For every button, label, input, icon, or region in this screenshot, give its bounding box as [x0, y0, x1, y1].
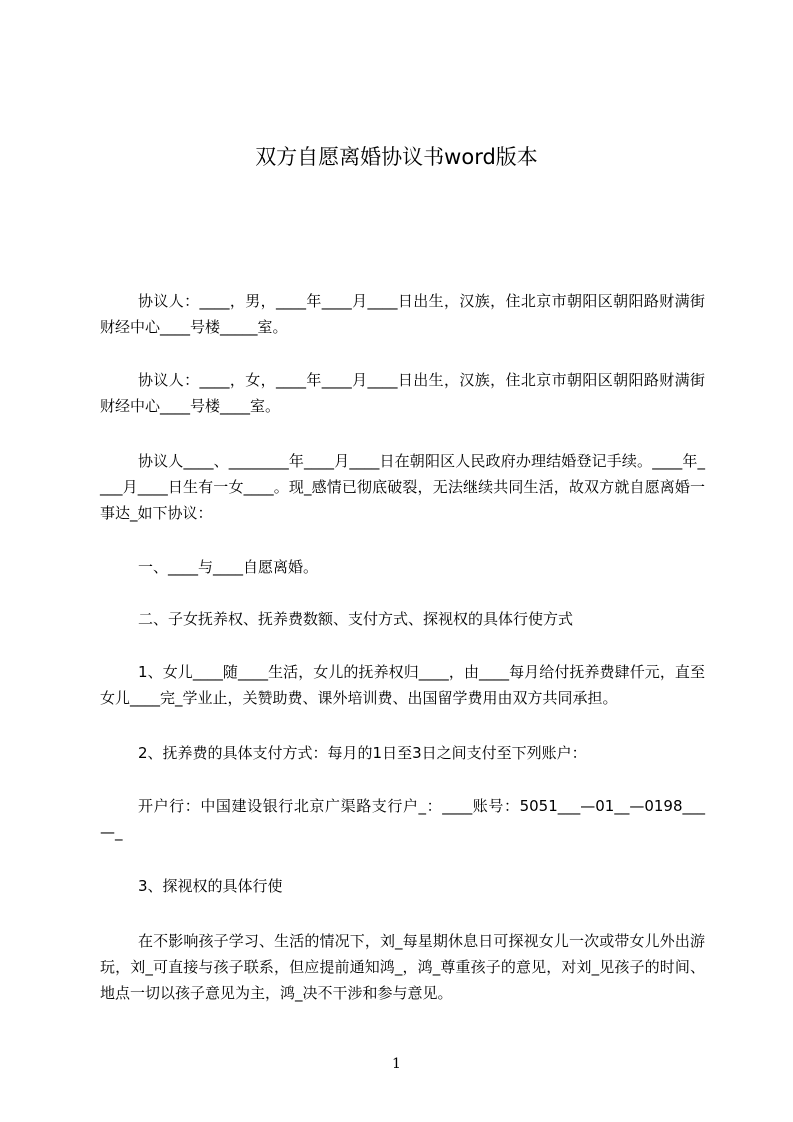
paragraph-clause-1: 一、____与____自愿离婚。	[138, 558, 319, 576]
paragraph-party-2: 协议人：____，女，____年____月____日出生，汉族，住北京市朝阳区朝阳路财满街财经中心____号楼____室。	[100, 371, 705, 415]
paragraph-custody: 1、女儿____随____生活，女儿的抚养权归____，由____每月给付抚养费肆仟元，直至女儿____完_学业止，关赞助费、课外培训费、出国留学费用由双方共同承担。	[100, 663, 705, 707]
paragraph-party-1: 协议人：____，男，____年____月____日出生，汉族，住北京市朝阳区朝阳路财满街财经中心____号楼_____室。	[100, 292, 705, 336]
paragraph-visitation: 在不影响孩子学习、生活的情况下，刘_每星期休息日可探视女儿一次或带女儿外出游玩，刘_可直接与孩子联系，但应提前通知鸿_，鸿_尊重孩子的意见，对刘_见孩子的时间、地点一切以孩子意见为主，鸿_决不干涉和参与意见。	[100, 932, 705, 1002]
paragraph-visitation-heading: 3、探视权的具体行使	[138, 877, 283, 895]
paragraph-bank-account: 开户行：中国建设银行北京广渠路支行户_：____账号：5051___—01__—0198___—_	[100, 797, 705, 841]
paragraph-clause-2-heading: 二、子女抚养权、抚养费数额、支付方式、探视权的具体行使方式	[138, 610, 574, 628]
paragraph-marriage-info: 协议人____、________年____月____日在朝阳区人民政府办理结婚登记手续。____年____月____日生有一女____。现_感情已彻底破裂，无法继续共同生活，故双方就自愿离婚一事达_如下协议：	[100, 452, 705, 522]
document-title: 双方自愿离婚协议书word版本	[255, 145, 538, 169]
page-number: 1	[392, 1056, 401, 1072]
paragraph-payment-method: 2、抚养费的具体支付方式：每月的1日至3日之间支付至下列账户：	[138, 744, 587, 762]
